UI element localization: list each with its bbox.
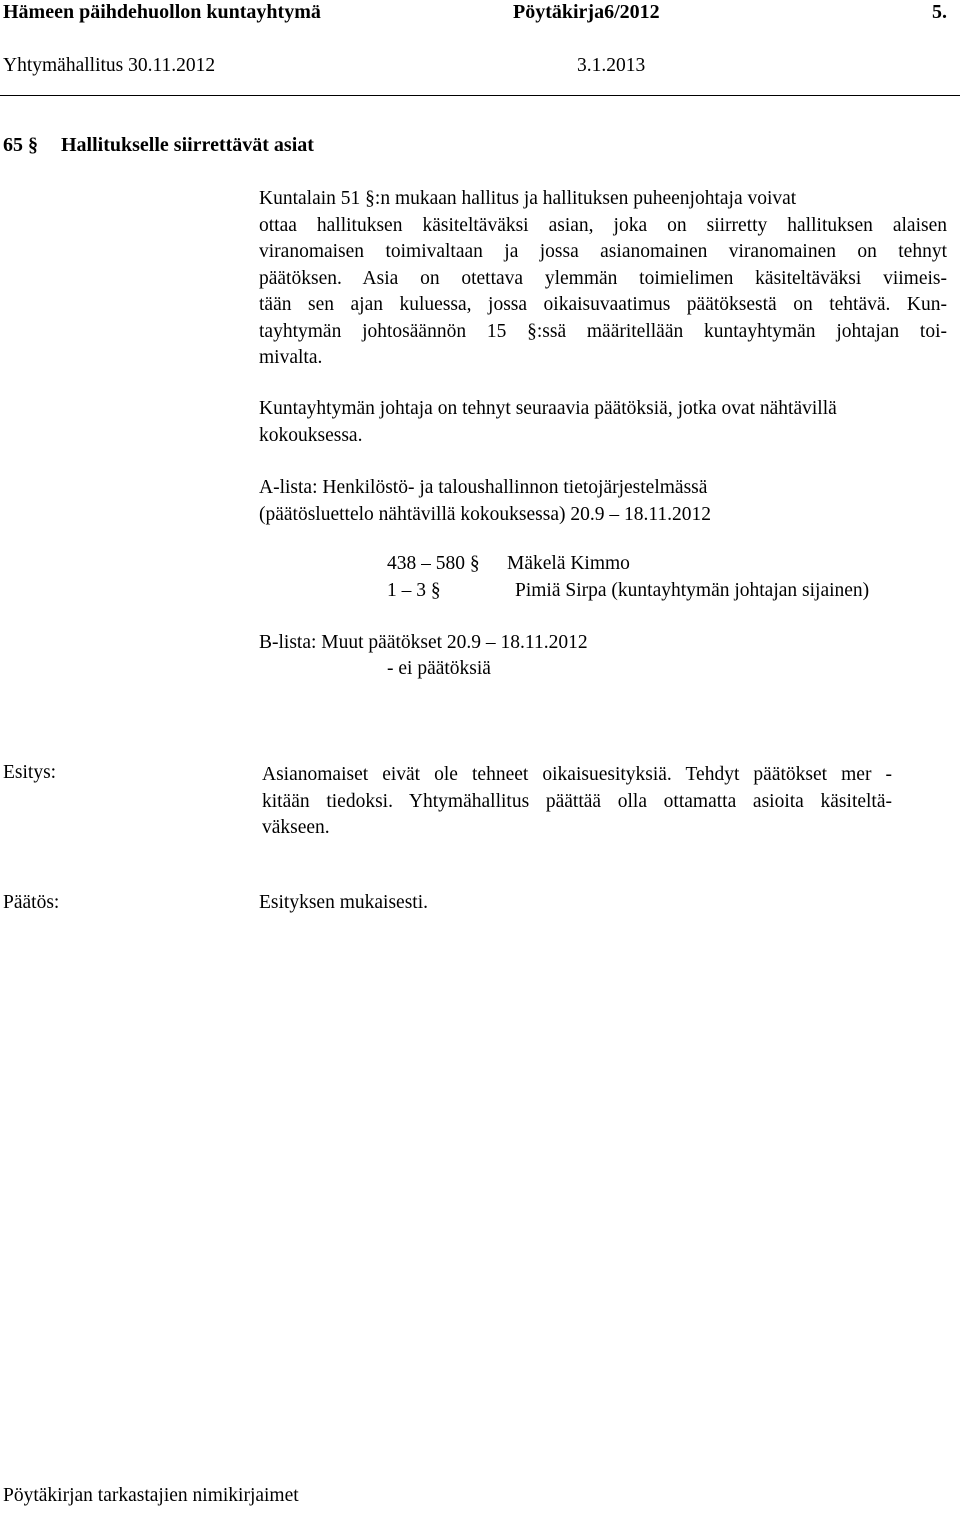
- meeting-date: Yhtymähallitus 30.11.2012: [3, 55, 216, 76]
- b-list-heading: B-lista: Muut päätökset 20.9 – 18.11.2012: [259, 632, 588, 653]
- organization-name: Hämeen päihdehuollon kuntayhtymä: [3, 1, 321, 23]
- section-number: 65 §: [3, 134, 38, 156]
- intro-line: Kuntalain 51 §:n mukaan hallitus ja hallituksen puheenjohtaja voivat: [259, 188, 797, 209]
- decision-label: Päätös:: [3, 892, 60, 913]
- page-number: 5.: [932, 1, 947, 23]
- decision-text: Esityksen mukaisesti.: [259, 892, 428, 913]
- decisions-note: [259, 396, 947, 449]
- intro-line: päätöksen. Asia on otettava ylemmän toimielimen käsiteltäväksi viimeis-: [259, 267, 947, 289]
- proposal-line: kitään tiedoksi. Yhtymähallitus päättää olla ottamatta asioita käsiteltä-: [262, 790, 892, 812]
- document-number: Pöytäkirja6/2012: [513, 1, 660, 23]
- a-list-entry-name: Pimiä Sirpa (kuntayhtymän johtajan sijainen): [515, 580, 870, 601]
- proposal-label: Esitys:: [3, 762, 57, 783]
- a-list-entry-range: 1 – 3 §: [387, 580, 441, 601]
- intro-line: tään sen ajan kuluessa, jossa oikaisuvaatimus päätöksestä on tehtävä. Kun-: [259, 294, 947, 315]
- intro-line: mivalta.: [259, 347, 323, 368]
- a-list-entry-name: Mäkelä Kimmo: [507, 553, 630, 574]
- proposal-text: [262, 762, 892, 842]
- a-list-entry-range: 438 – 580 §: [387, 553, 480, 574]
- header-divider: [0, 95, 960, 96]
- footer-initials: Pöytäkirjan tarkastajien nimikirjaimet: [3, 1485, 299, 1506]
- proposal-line: väkseen.: [262, 817, 330, 838]
- intro-line: ottaa hallituksen käsiteltäväksi asian, joka on siirretty hallituksen alaisen: [259, 214, 947, 236]
- note-line: kokouksessa.: [259, 424, 363, 446]
- a-list-heading: [259, 475, 947, 528]
- intro-paragraph: [259, 186, 947, 372]
- a-list-line: A-lista: Henkilöstö- ja taloushallinnon tietojärjestelmässä: [259, 477, 708, 498]
- a-list-line: (päätösluettelo nähtävillä kokouksessa) 20.9 – 18.11.2012: [259, 503, 712, 525]
- note-line: Kuntayhtymän johtaja on tehnyt seuraavia päätöksiä, jotka ovat nähtävillä: [259, 398, 837, 419]
- proposal-line: Asianomaiset eivät ole tehneet oikaisuesityksiä. Tehdyt päätökset mer -: [262, 764, 892, 785]
- intro-line: viranomaisen toimivaltaan ja jossa asianomainen viranomainen on tehnyt: [259, 241, 947, 262]
- b-list-item: - ei päätöksiä: [387, 658, 491, 679]
- intro-line: tayhtymän johtosäännön 15 §:ssä määritellään kuntayhtymän johtajan toi-: [259, 320, 947, 342]
- document-date: 3.1.2013: [577, 55, 646, 76]
- section-title: Hallitukselle siirrettävät asiat: [61, 134, 314, 156]
